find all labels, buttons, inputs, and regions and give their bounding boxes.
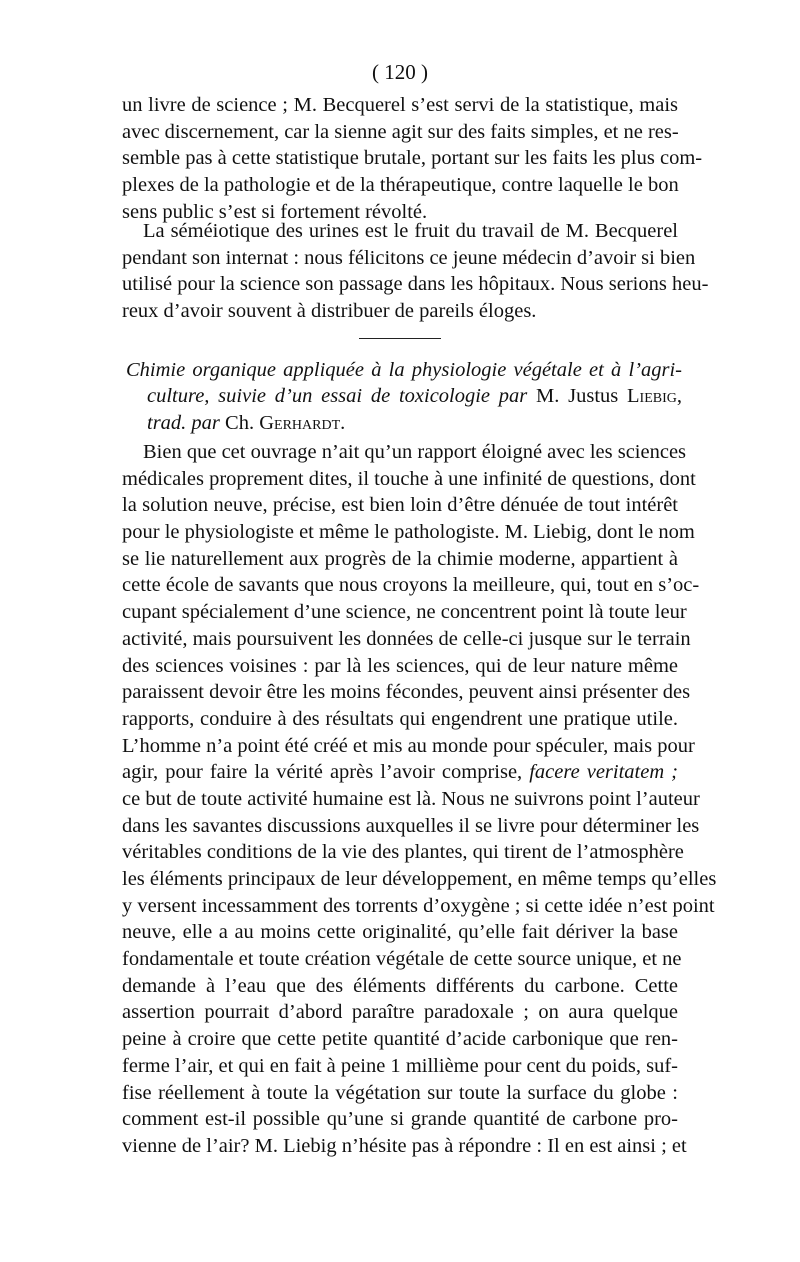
translator-name: Gerhardt: [259, 411, 341, 434]
text-line: fondamentale et toute création végétale de cette source unique, et ne: [122, 948, 682, 971]
text-line: peine à croire que cette petite quantité d’acide carbonique que ren-: [122, 1028, 678, 1051]
title-line: [126, 357, 682, 383]
text-segment: agir, pour faire la vérité après l’avoir comprise,: [122, 761, 530, 784]
text-line: [122, 759, 678, 786]
text-line: utilisé pour la science son passage dans les hôpitaux. Nous serions heu-: [122, 273, 709, 296]
text-line: Bien que cet ouvrage n’ait qu’un rapport éloigné avec les sciences: [143, 441, 687, 463]
text-line: se lie naturellement aux progrès de la chimie moderne, appartient à: [122, 547, 678, 570]
text-line: La séméiotique des urines est le fruit du travail de M. Becquerel: [143, 220, 678, 242]
title-text: ,: [676, 385, 682, 408]
title-line: [126, 410, 682, 436]
text-line: pour le physiologiste et même le pathologiste. M. Liebig, dont le nom: [122, 521, 695, 544]
text-line: des sciences voisines : par là les sciences, qui de leur nature même: [122, 654, 678, 677]
text-line: ferme l’air, et qui en fait à peine 1 millième pour cent du poids, suf-: [122, 1054, 678, 1077]
title-text: .: [340, 411, 346, 434]
paragraph-semeiotique: [122, 218, 709, 325]
text-line: dans les savantes discussions auxquelles il se livre pour déterminer les: [122, 814, 700, 837]
text-line: assertion pourrait d’abord paraître paradoxale ; on aura quelque: [122, 1001, 678, 1024]
review-title: [126, 357, 682, 436]
text-line: comment est-il possible qu’une si grande quantité de carbone pro-: [122, 1108, 678, 1131]
title-text: culture, suivie d’un essai de toxicologie par: [147, 385, 528, 408]
text-line: fise réellement à toute la végétation sur toute la surface du globe :: [122, 1081, 678, 1104]
title-text: Ch.: [219, 411, 260, 434]
author-name: Liebig: [627, 385, 677, 408]
review-body: [122, 439, 717, 1160]
latin-quote: facere veritatem ;: [529, 761, 678, 784]
text-line: avec discernement, car la sienne agit sur des faits simples, et ne res-: [122, 120, 679, 143]
text-line: pendant son internat : nous félicitons ce jeune médecin d’avoir si bien: [122, 246, 696, 269]
title-text: trad. par: [147, 411, 220, 434]
text-line: les éléments principaux de leur développement, en même temps qu’elles: [122, 868, 717, 890]
text-line: L’homme n’a point été créé et mis au monde pour spéculer, mais pour: [122, 734, 695, 757]
title-text: Chimie organique appliquée à la physiologie végétale et à l’agri-: [126, 359, 682, 381]
text-line: médicales proprement dites, il touche à une infinité de questions, dont: [122, 467, 696, 490]
text-line: activité, mais poursuivent les données de celle-ci jusque sur le terrain: [122, 627, 691, 650]
text-line: y versent incessamment des torrents d’oxygène ; si cette idée n’est point: [122, 894, 715, 917]
page-number: ( 120 ): [372, 60, 428, 84]
text-line: reux d’avoir souvent à distribuer de pareils éloges.: [122, 300, 537, 323]
title-line: [126, 383, 682, 409]
text-line: un livre de science ; M. Becquerel s’est servi de la statistique, mais: [122, 94, 678, 116]
text-line: demande à l’eau que des éléments différents du carbone. Cette: [122, 974, 678, 997]
text-line: vienne de l’air? M. Liebig n’hésite pas à répondre : Il en est ainsi ; et: [122, 1134, 687, 1157]
text-line: cupant spécialement d’une science, ne concentrent point là toute leur: [122, 601, 687, 624]
text-line: rapports, conduire à des résultats qui engendrent une pratique utile.: [122, 707, 678, 730]
paragraph-continuation: [122, 92, 703, 225]
text-line: ce but de toute activité humaine est là. Nous ne suivrons point l’auteur: [122, 787, 700, 810]
section-divider: [359, 338, 441, 339]
text-line: la solution neuve, précise, est bien loin d’être dénuée de tout intérêt: [122, 494, 678, 517]
text-line: neuve, elle a au moins cette originalité, qu’elle fait dériver la base: [122, 921, 678, 944]
text-line: semble pas à cette statistique brutale, portant sur les faits les plus com-: [122, 147, 703, 170]
text-line: plexes de la pathologie et de la thérapeutique, contre laquelle le bon: [122, 174, 679, 197]
text-line: paraissent devoir être les moins fécondes, peuvent ainsi présenter des: [122, 681, 691, 704]
text-line: cette école de savants que nous croyons la meilleure, qui, tout en s’oc-: [122, 574, 700, 597]
text-line: véritables conditions de la vie des plantes, qui tirent de l’atmosphère: [122, 841, 684, 864]
text-line: sens public s’est si fortement révolté.: [122, 200, 428, 223]
title-text: M. Justus: [527, 385, 628, 408]
